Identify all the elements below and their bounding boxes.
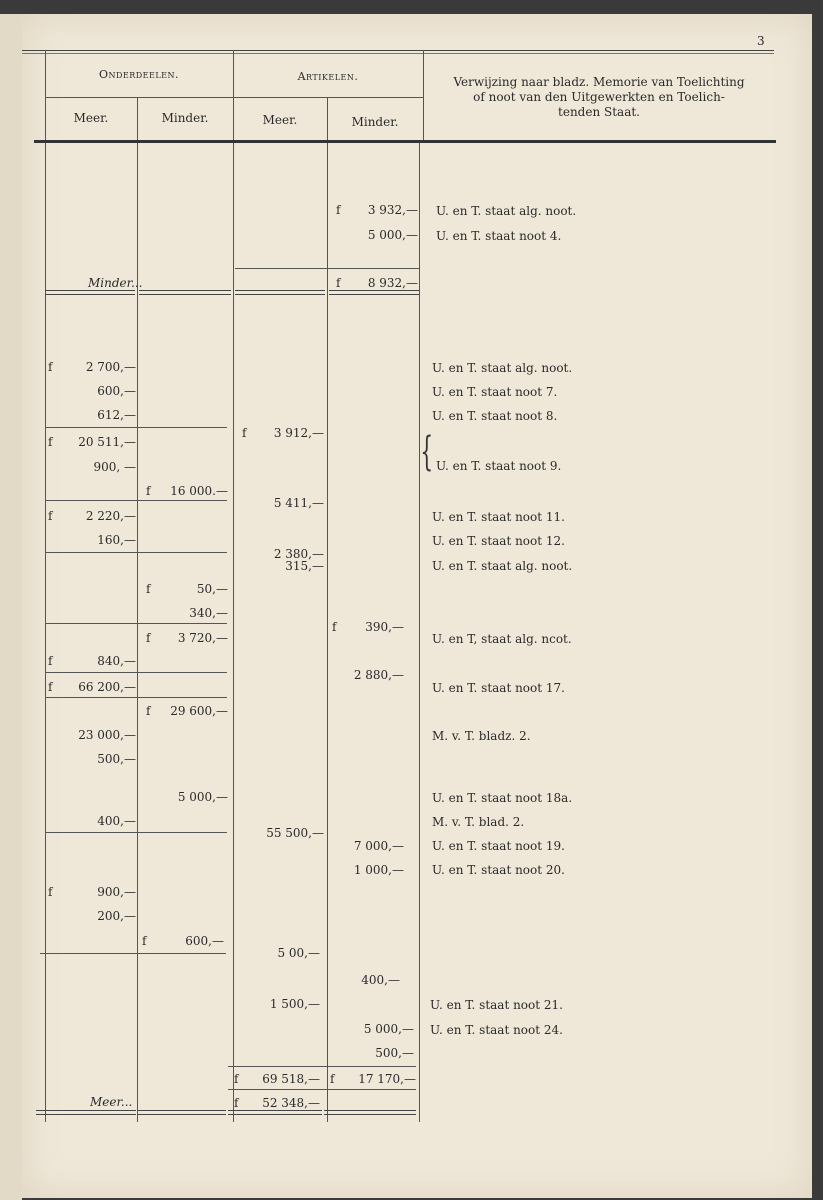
reference-note: U. en T. staat noot 9. [436,459,562,473]
reference-note: U. en T. staat alg. noot. [432,559,573,573]
subtotal-rule [228,1089,416,1090]
ond-minder-value: 600,— [185,934,224,948]
rule-art-split [327,97,328,1122]
ond-minder-value: 29 600,— [170,704,228,718]
header-reference-line2: of noot van den Uitgewerkten en Toelich- [473,90,725,104]
subtotal-rule [40,953,226,954]
ond-meer-value: 2 700,— [85,360,136,374]
header-art-minder: Minder. [351,115,399,129]
florin-sign: f [330,1072,335,1086]
florin-sign: f [48,885,53,899]
double-rule [138,1110,226,1115]
ond-minder-value: 16 000.— [170,484,228,498]
subtotal-rule [235,268,419,269]
ond-minder-value: 50,— [196,582,228,596]
reference-note: U. en T. staat noot 11. [432,510,565,524]
double-rule [45,290,135,295]
ond-meer-value: 2 220,— [85,509,136,523]
florin-sign: f [234,1072,239,1086]
subtotal-rule [45,697,227,698]
subtotal-rule [45,832,227,833]
art-minder-value: 2 880,— [353,668,404,682]
ond-meer-value: 23 000,— [78,728,136,742]
rule-art-ref [419,142,420,1122]
art-minder-value: 390,— [365,620,404,634]
ond-meer-value: 600,— [97,384,136,398]
ond-meer-value: 612,— [97,408,136,422]
art-meer-value: 5 00,— [277,946,320,960]
florin-sign: f [48,509,53,523]
ond-meer-value: 900, — [93,460,136,474]
florin-sign: f [146,484,151,498]
florin-sign: f [142,934,147,948]
art-minder-total: 17 170,— [358,1072,416,1086]
art-minder-value: 500,— [375,1046,414,1060]
header-art-meer: Meer. [262,113,298,127]
header-sub-rule [45,97,423,98]
florin-sign: f [336,203,341,217]
ond-minder-value: 340,— [189,606,228,620]
left-page-edge [0,14,22,1200]
ond-meer-value: 400,— [97,814,136,828]
reference-note: U. en T. staat noot 7. [432,385,558,399]
reference-note: U. en T. staat noot 19. [432,839,565,853]
subtotal-rule [228,1066,416,1067]
rule-left [45,50,46,1122]
florin-sign: f [48,654,53,668]
reference-note: U. en T. staat alg. noot. [432,361,573,375]
art-meer-value: 5 411,— [273,496,324,510]
art-meer-value: 2 380,— [273,547,324,561]
art-minder-value: 5 000,— [367,228,418,242]
reference-note: U. en T. staat noot 4. [436,229,562,243]
florin-sign: f [48,435,53,449]
reference-note: U. en T. staat noot 8. [432,409,558,423]
ond-minder-value: 5 000,— [177,790,228,804]
reference-note: M. v. T. bladz. 2. [432,729,531,743]
art-minder-total: 8 932,— [367,276,418,290]
art-meer-value: 3 912,— [273,426,324,440]
double-rule [235,290,325,295]
reference-note: U. en T. staat noot 21. [430,998,563,1012]
double-rule [324,1110,416,1115]
ond-meer-value: 500,— [97,752,136,766]
double-rule [228,1110,322,1115]
art-meer-total: 69 518,— [262,1072,320,1086]
florin-sign: f [146,704,151,718]
reference-note: U. en T. staat noot 18a. [432,791,573,805]
reference-note: U. en T. staat noot 24. [430,1023,563,1037]
art-meer-net: 52 348,— [262,1096,320,1110]
reference-note: U. en T. staat noot 17. [432,681,565,695]
header-bottom-rule [34,140,776,143]
art-minder-value: 1 000,— [353,863,404,877]
subtotal-rule [45,672,227,673]
subtotal-rule [45,552,227,553]
header-ond-meer: Meer. [73,111,109,125]
ond-meer-value: 160,— [97,533,136,547]
florin-sign: f [242,426,247,440]
florin-sign: f [336,276,341,290]
ond-meer-value: 840,— [97,654,136,668]
header-reference-line1: Verwijzing naar bladz. Memorie van Toelichting [453,75,745,89]
rule-ond-art [233,50,234,1122]
art-minder-value: 400,— [361,973,400,987]
ond-meer-value: 66 200,— [78,680,136,694]
art-meer-value: 1 500,— [269,997,320,1011]
subtotal-rule [45,623,227,624]
header-reference-line3: tenden Staat. [558,105,640,119]
meer-total-label: Meer... [90,1095,133,1109]
minder-total-label: Minder... [88,276,143,290]
subtotal-rule [45,427,227,428]
reference-note: U. en T. staat noot 12. [432,534,565,548]
ond-minder-value: 3 720,— [177,631,228,645]
header-artikelen: Artikelen. [297,70,359,83]
florin-sign: f [234,1096,239,1110]
ond-meer-value: 20 511,— [78,435,136,449]
reference-note: U. en T, staat alg. ncot. [432,632,572,646]
ond-meer-value: 200,— [97,909,136,923]
reference-note: U. en T. staat noot 20. [432,863,565,877]
reference-note: U. en T. staat alg. noot. [436,204,577,218]
subtotal-rule [45,500,227,501]
rule-ond-split [137,97,138,1122]
art-meer-value: 315,— [285,559,324,573]
top-rule-2 [22,53,774,54]
ond-meer-value: 900,— [97,885,136,899]
double-rule [139,290,231,295]
florin-sign: f [146,582,151,596]
header-ond-minder: Minder. [161,111,209,125]
art-minder-value: 7 000,— [353,839,404,853]
art-minder-value: 3 932,— [367,203,418,217]
art-meer-value: 55 500,— [266,826,324,840]
top-rule [22,50,774,51]
double-rule [329,290,419,295]
brace-bracket: { [420,429,434,475]
header-onderdeelen: Onderdeelen. [98,68,180,81]
florin-sign: f [332,620,337,634]
art-minder-value: 5 000,— [363,1022,414,1036]
florin-sign: f [48,360,53,374]
double-rule [36,1110,136,1115]
reference-note: M. v. T. blad. 2. [432,815,525,829]
florin-sign: f [146,631,151,645]
florin-sign: f [48,680,53,694]
page-number: 3 [757,34,765,48]
